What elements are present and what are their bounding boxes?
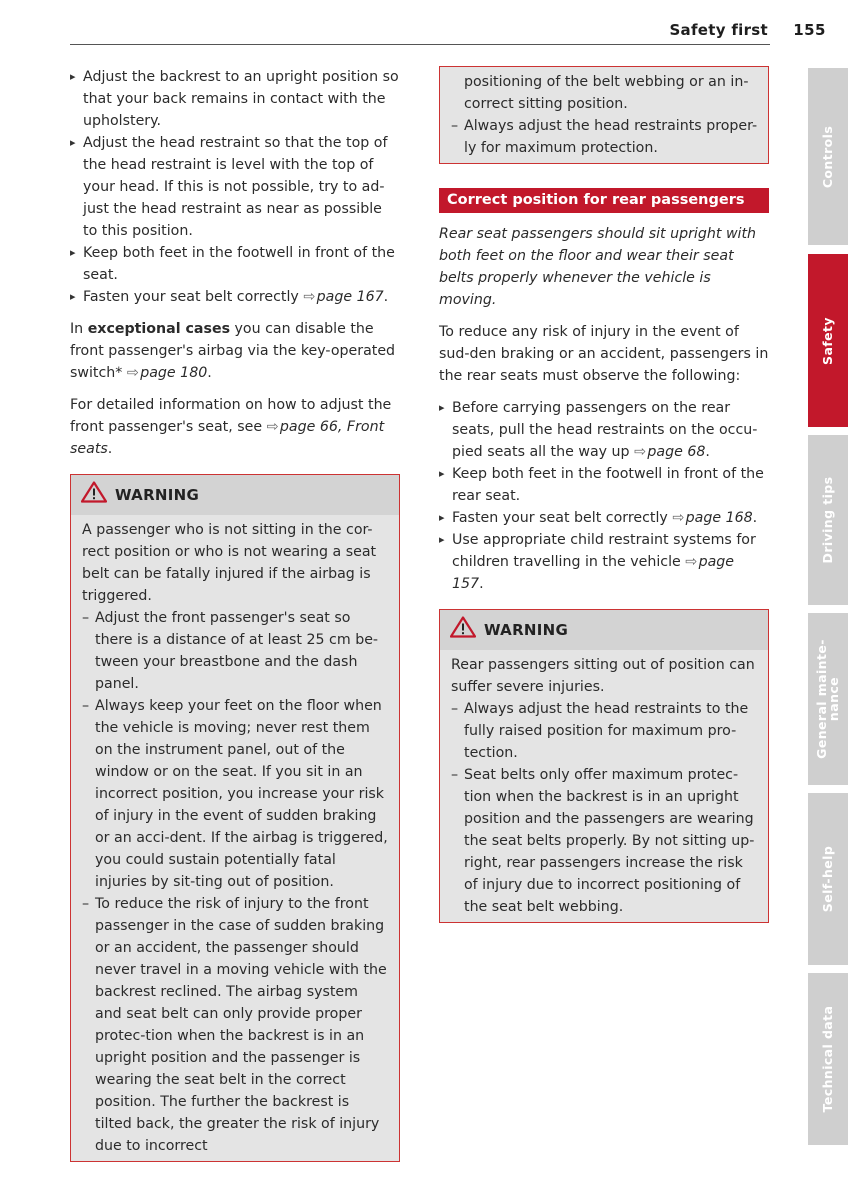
list-item: ▸ Before carrying passengers on the rear seats, pull the head restraints on the occu-pied seats all the way up ⇨ page 68. [439, 397, 769, 463]
list-item: – Always adjust the head restraints to the fully raised position for maximum pro-tection. [451, 698, 758, 764]
tab-self-help[interactable]: Self-help [808, 793, 848, 965]
warning-list [451, 115, 758, 159]
warning-intro: Rear passengers sitting out of position can suffer severe injuries. [451, 657, 755, 695]
section-heading: Correct position for rear passengers [439, 188, 769, 213]
list-item: – To reduce the risk of injury to the front passenger in the case of sudden braking or an accident, the passenger should never travel in a moving vehicle with the backrest reclined. The airbag system and seat belt can only provide proper protec-tion when the backrest is in an upright position and the passenger is wearing the seat belt in the correct position. The further the backrest is tilted back, the greater the risk of injury due to incorrect [82, 893, 389, 1157]
warning-triangle-icon [450, 616, 476, 644]
arrow-right-icon: ⇨ [126, 365, 139, 381]
list-item: – Always adjust the head restraints proper-ly for maximum protection. [451, 115, 758, 159]
list-item: – Seat belts only offer maximum protec-tion when the backrest is in an upright position and the passengers are wearing the seat belts properly. By not sitting up-right, rear passengers increase the risk of injury due to incorrect positioning of the seat belt webbing. [451, 764, 758, 918]
page-reference-link[interactable]: page 180 [140, 365, 208, 381]
page-reference-link[interactable]: page 167 [316, 289, 384, 305]
arrow-right-icon: ⇨ [672, 510, 685, 526]
page-reference-link[interactable]: page 168 [685, 510, 753, 526]
tab-technical-data[interactable]: Technical data [808, 973, 848, 1145]
section-title: Safety first [669, 21, 768, 39]
header-divider [70, 44, 770, 45]
seat-adjust-list [70, 66, 400, 308]
warning-title: WARNING [484, 621, 569, 639]
warning-triangle-icon [81, 481, 107, 509]
warning-title: WARNING [115, 486, 200, 504]
tab-controls[interactable]: Controls [808, 68, 848, 245]
list-item: ▸ Keep both feet in the footwell in front of the seat. [70, 242, 400, 286]
rear-passenger-list [439, 397, 769, 595]
section-intro: Rear seat passengers should sit upright with both feet on the floor and wear their seat belts properly whenever the vehicle is moving. [439, 226, 757, 308]
page-reference-link[interactable]: page 68 [647, 444, 706, 460]
arrow-right-icon: ⇨ [685, 554, 698, 570]
warning-body [71, 515, 399, 1161]
tab-driving-tips[interactable]: Driving tips [808, 435, 848, 605]
list-item: ▸ Fasten your seat belt correctly ⇨ page 167. [70, 286, 400, 308]
warning-body [440, 650, 768, 922]
warning-box-continued [439, 66, 769, 164]
page-reference-link[interactable]: page 66, Front seats [70, 419, 385, 457]
right-column [439, 66, 769, 923]
left-column [70, 66, 400, 1162]
page-reference-link[interactable]: page 157 [452, 554, 735, 592]
list-item: ▸ Adjust the backrest to an upright position so that your back remains in contact with the upholstery. [70, 66, 400, 132]
tab-general-maintenance[interactable]: General mainte- nance [808, 613, 848, 785]
tab-safety[interactable]: Safety [808, 254, 848, 427]
rear-passenger-paragraph: To reduce any risk of injury in the event of sud-den braking or an accident, passengers in the rear seats must observe the following: [439, 324, 769, 384]
warning-intro: A passenger who is not sitting in the cor-rect position or who is not wearing a seat belt can be fatally injured if the airbag is triggered. [82, 522, 377, 604]
warning-box [439, 609, 769, 923]
chapter-tabs [808, 0, 848, 1200]
airbag-disable-paragraph: In exceptional cases you can disable the front passenger's airbag via the key-operated switch* ⇨ page 180. [70, 321, 396, 381]
warning-list [82, 607, 389, 1157]
warning-header [71, 475, 399, 515]
warning-list [451, 698, 758, 918]
list-item: ▸ Keep both feet in the footwell in front of the rear seat. [439, 463, 769, 507]
list-item: – Adjust the front passenger's seat so there is a distance of at least 25 cm be-tween your breastbone and the dash panel. [82, 607, 389, 695]
arrow-right-icon: ⇨ [266, 419, 279, 435]
adjust-info-paragraph: For detailed information on how to adjust the front passenger's seat, see ⇨ page 66, Front seats. [70, 397, 392, 457]
warning-continued-text: positioning of the belt webbing or an in-correct sitting position. [464, 74, 749, 112]
list-item: ▸ Fasten your seat belt correctly ⇨ page 168. [439, 507, 769, 529]
arrow-right-icon: ⇨ [303, 289, 316, 305]
warning-box [70, 474, 400, 1162]
page-number: 155 [793, 21, 826, 39]
arrow-right-icon: ⇨ [634, 444, 646, 460]
list-item: – Always keep your feet on the floor when the vehicle is moving; never rest them on the instrument panel, out of the window or on the seat. If you sit in an incorrect position, you increase your risk of injury in the event of sudden braking or an acci-dent. If the airbag is triggered, you could sustain potentially fatal injuries by sit-ting out of position. [82, 695, 389, 893]
list-item: ▸ Adjust the head restraint so that the top of the head restraint is level with the top of your head. If this is not possible, try to ad-just the head restraint as near as possible to this position. [70, 132, 400, 242]
warning-header [440, 610, 768, 650]
list-item: ▸ Use appropriate child restraint systems for children travelling in the vehicle ⇨ page 157. [439, 529, 769, 595]
